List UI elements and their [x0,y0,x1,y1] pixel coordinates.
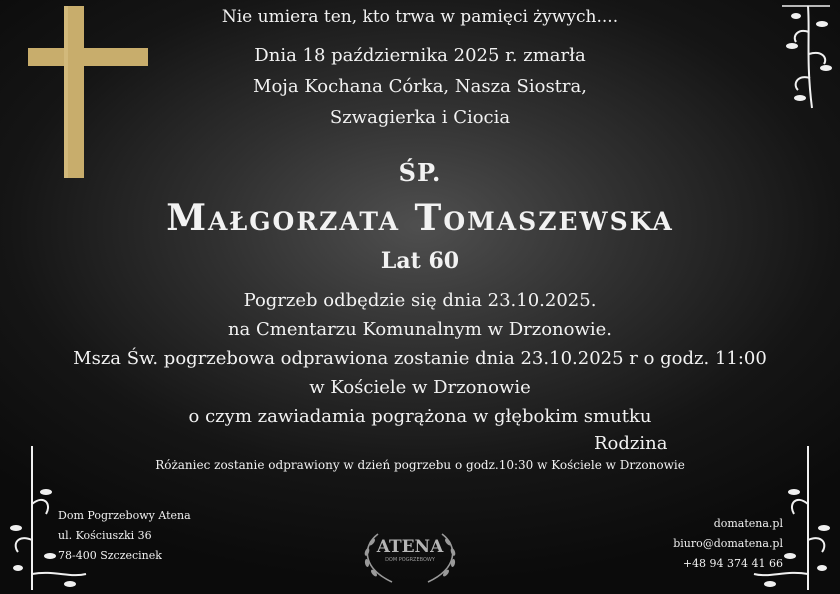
funeral-line: na Cmentarzu Komunalnym w Drzonowie. [227,319,613,340]
funeral-home-street: ul. Kościuszki 36 [58,529,152,542]
announcement-line: Moja Kochana Córka, Nasza Siostra, [253,76,587,97]
funeral-line: Pogrzeb odbędzie się dnia 23.10.2025. [243,290,597,311]
funeral-line: o czym zawiadamia pogrążona w głębokim smutku [188,406,652,427]
funeral-home-address [58,506,191,566]
signature: Rodzina [594,433,668,454]
funeral-home-city: 78-400 Szczecinek [58,549,162,562]
motto: Nie umiera ten, kto trwa w pamięci żywych.... [221,7,619,27]
funeral-line: w Kościele w Drzonowie [309,377,531,398]
email-link[interactable]: biuro@domatena.pl [673,537,783,550]
logo-subtext: DOM POGRZEBOWY [385,557,435,563]
atena-logo [352,526,468,586]
funeral-details [0,286,840,431]
deceased-name: Małgorzata Tomaszewska [166,197,674,239]
age: Lat 60 [380,248,460,274]
announcement-line: Dnia 18 października 2025 r. zmarła [254,45,586,66]
announcement-line: Szwagierka i Ciocia [329,107,511,128]
funeral-home-name: Dom Pogrzebowy Atena [58,509,191,522]
announcement [0,40,840,133]
rosary-note: Różaniec zostanie odprawiony w dzień pogrzebu o godz.10:30 w Kościele w Drzonowie [155,458,685,472]
logo-text: ATENA [376,537,444,557]
contact-info [673,514,783,574]
phone-number: +48 94 374 41 66 [682,557,783,570]
website-link[interactable]: domatena.pl [713,517,783,530]
funeral-line: Msza Św. pogrzebowa odprawiona zostanie dnia 23.10.2025 r o godz. 11:00 [73,348,767,369]
title-prefix: ŚP. [398,158,442,187]
